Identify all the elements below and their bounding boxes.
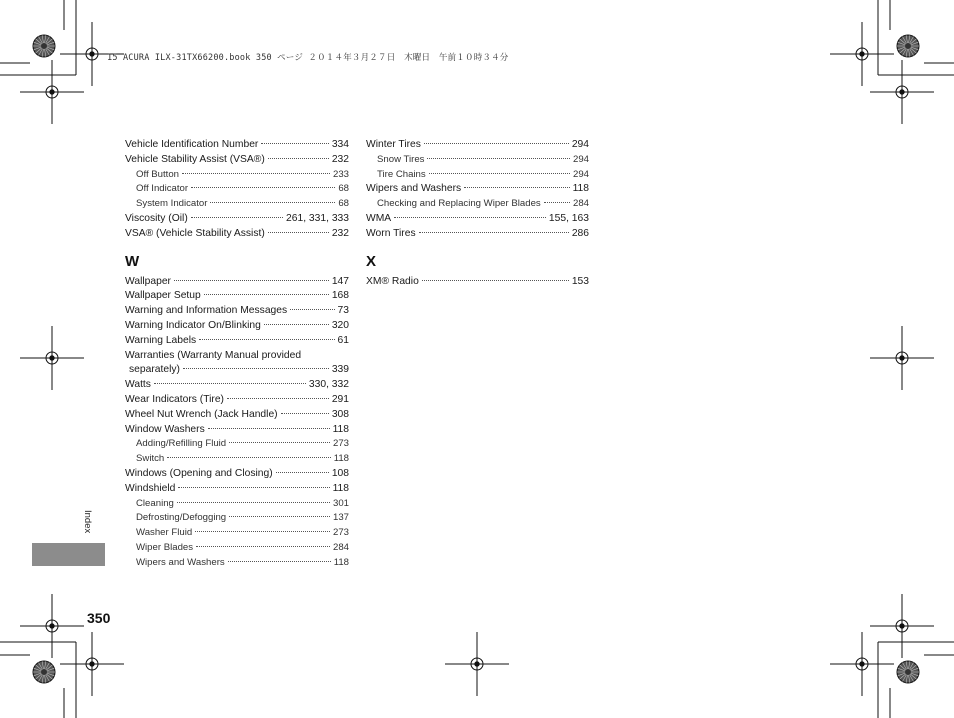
index-entry[interactable] bbox=[125, 363, 349, 378]
entry-page-ref: 286 bbox=[571, 227, 589, 239]
index-column-right bbox=[366, 138, 589, 289]
index-entry[interactable] bbox=[125, 334, 349, 349]
section-letter-w: W bbox=[125, 252, 140, 270]
dot-leader bbox=[290, 309, 334, 310]
entry-page-ref: 284 bbox=[572, 198, 589, 210]
sidebar-index-label[interactable]: Index bbox=[82, 510, 93, 534]
entry-label: WMA bbox=[366, 212, 392, 224]
entry-label: Defrosting/Defogging bbox=[136, 512, 227, 524]
index-subentry[interactable] bbox=[366, 168, 589, 183]
entry-page-ref: 137 bbox=[332, 512, 349, 524]
entry-page-ref: 294 bbox=[572, 153, 589, 165]
index-subentry[interactable] bbox=[366, 197, 589, 212]
entry-page-ref: 273 bbox=[332, 438, 349, 450]
index-entry[interactable] bbox=[366, 212, 589, 227]
dot-leader bbox=[429, 173, 570, 174]
entry-page-ref: 294 bbox=[572, 168, 589, 180]
index-subentry[interactable] bbox=[125, 452, 349, 467]
entry-label: Vehicle Stability Assist (VSA®) bbox=[125, 153, 265, 165]
registration-mark-icon bbox=[20, 326, 84, 390]
dot-leader bbox=[544, 202, 570, 203]
dot-leader bbox=[424, 143, 569, 144]
dot-leader bbox=[195, 531, 330, 532]
color-dial-icon bbox=[897, 661, 919, 683]
entry-label: VSA® (Vehicle Stability Assist) bbox=[125, 227, 265, 239]
index-subentry[interactable] bbox=[125, 556, 349, 571]
entry-label: Wallpaper bbox=[125, 275, 171, 287]
entry-label: System Indicator bbox=[136, 198, 208, 210]
entry-page-ref: 155, 163 bbox=[548, 212, 589, 224]
index-entry[interactable] bbox=[366, 227, 589, 242]
dot-leader bbox=[268, 158, 329, 159]
entry-page-ref: 291 bbox=[331, 393, 349, 405]
entry-label: Wipers and Washers bbox=[366, 183, 462, 195]
entry-page-ref: 261, 331, 333 bbox=[286, 212, 349, 224]
entry-page-ref: 68 bbox=[338, 183, 349, 195]
index-column-left bbox=[125, 138, 349, 571]
index-entry[interactable] bbox=[125, 289, 349, 304]
dot-leader bbox=[167, 457, 330, 458]
index-entry[interactable] bbox=[125, 378, 349, 393]
registration-mark-icon bbox=[20, 60, 84, 124]
dot-leader bbox=[210, 202, 335, 203]
dot-leader bbox=[174, 280, 329, 281]
x-entries bbox=[366, 275, 589, 290]
index-subentry[interactable] bbox=[125, 182, 349, 197]
sidebar-index-tab[interactable] bbox=[32, 543, 105, 566]
right-top-entries bbox=[366, 138, 589, 242]
entry-label: Window Washers bbox=[125, 423, 205, 435]
index-entry[interactable] bbox=[125, 212, 349, 227]
entry-page-ref: 232 bbox=[331, 153, 349, 165]
entry-page-ref: 118 bbox=[333, 453, 349, 465]
entry-label: Adding/Refilling Fluid bbox=[136, 438, 227, 450]
entry-label: Switch bbox=[136, 453, 165, 465]
index-entry[interactable] bbox=[125, 138, 349, 153]
dot-leader bbox=[178, 487, 329, 488]
entry-label: separately) bbox=[129, 364, 180, 376]
entry-label: Windshield bbox=[125, 482, 176, 494]
entry-page-ref: 73 bbox=[337, 305, 349, 317]
dot-leader bbox=[204, 294, 329, 295]
entry-label: Warning Labels bbox=[125, 334, 197, 346]
entry-label: Snow Tires bbox=[377, 153, 425, 165]
registration-mark-icon bbox=[870, 326, 934, 390]
index-entry[interactable] bbox=[125, 275, 349, 290]
w-entries bbox=[125, 275, 349, 571]
entry-page-ref: 339 bbox=[331, 364, 349, 376]
dot-leader bbox=[261, 143, 328, 144]
dot-leader bbox=[177, 502, 330, 503]
index-entry[interactable] bbox=[125, 393, 349, 408]
entry-page-ref: 68 bbox=[338, 198, 349, 210]
dot-leader bbox=[422, 280, 569, 281]
entry-page-ref: 308 bbox=[331, 408, 349, 420]
index-entry[interactable] bbox=[366, 138, 589, 153]
entry-page-ref: 61 bbox=[337, 334, 349, 346]
page-number: 350 bbox=[87, 610, 111, 626]
dot-leader bbox=[227, 398, 329, 399]
entry-page-ref: 118 bbox=[332, 482, 349, 494]
index-subentry[interactable] bbox=[125, 497, 349, 512]
entry-page-ref: 108 bbox=[331, 467, 349, 479]
entry-label: Warning Indicator On/Blinking bbox=[125, 319, 261, 331]
color-dial-icon bbox=[897, 35, 919, 57]
dot-leader bbox=[182, 173, 330, 174]
index-subentry[interactable] bbox=[366, 153, 589, 168]
entry-label: Checking and Replacing Wiper Blades bbox=[377, 198, 541, 210]
dot-leader bbox=[464, 187, 569, 188]
entry-label: Worn Tires bbox=[366, 227, 416, 239]
index-subentry[interactable] bbox=[125, 526, 349, 541]
dot-leader bbox=[229, 516, 330, 517]
dot-leader bbox=[268, 232, 329, 233]
dot-leader bbox=[154, 383, 306, 384]
entry-label: XM® Radio bbox=[366, 275, 419, 287]
entry-page-ref: 232 bbox=[331, 227, 349, 239]
entry-label: Cleaning bbox=[136, 497, 174, 509]
entry-page-ref: 301 bbox=[332, 497, 349, 509]
entry-page-ref: 273 bbox=[332, 527, 349, 539]
entry-label: Wipers and Washers bbox=[136, 556, 225, 568]
dot-leader bbox=[191, 217, 283, 218]
entry-label: Viscosity (Oil) bbox=[125, 212, 188, 224]
entry-label: Off Button bbox=[136, 168, 180, 180]
index-entry[interactable] bbox=[125, 482, 349, 497]
entry-label: Washer Fluid bbox=[136, 527, 193, 539]
registration-mark-icon bbox=[870, 60, 934, 124]
dot-leader bbox=[208, 428, 330, 429]
entry-page-ref: 168 bbox=[331, 290, 349, 302]
dot-leader bbox=[419, 232, 569, 233]
index-subentry[interactable] bbox=[125, 168, 349, 183]
entry-page-ref: 334 bbox=[331, 139, 349, 150]
index-entry[interactable] bbox=[125, 423, 349, 438]
dot-leader bbox=[183, 368, 329, 369]
registration-mark-icon bbox=[20, 594, 84, 658]
entry-page-ref: 153 bbox=[571, 275, 589, 287]
index-entry[interactable] bbox=[125, 304, 349, 319]
index-entry[interactable] bbox=[125, 319, 349, 334]
index-entry[interactable] bbox=[125, 408, 349, 423]
dot-leader bbox=[281, 413, 329, 414]
entry-label: Windows (Opening and Closing) bbox=[125, 467, 273, 479]
entry-label: Wiper Blades bbox=[136, 541, 194, 553]
entry-page-ref: 233 bbox=[332, 168, 349, 180]
registration-mark-icon bbox=[445, 632, 509, 696]
entry-label: Tire Chains bbox=[377, 168, 426, 180]
index-entry[interactable] bbox=[125, 349, 349, 364]
index-subentry[interactable] bbox=[125, 197, 349, 212]
entry-label: Wear Indicators (Tire) bbox=[125, 393, 224, 405]
entry-page-ref: 118 bbox=[332, 423, 349, 435]
registration-mark-icon bbox=[870, 594, 934, 658]
index-subentry[interactable] bbox=[125, 511, 349, 526]
entry-label: Wheel Nut Wrench (Jack Handle) bbox=[125, 408, 278, 420]
dot-leader bbox=[196, 546, 330, 547]
dot-leader bbox=[427, 158, 570, 159]
dot-leader bbox=[276, 472, 329, 473]
dot-leader bbox=[199, 339, 334, 340]
dot-leader bbox=[191, 187, 335, 188]
entry-page-ref: 118 bbox=[333, 556, 349, 568]
left-top-entries bbox=[125, 138, 349, 242]
entry-page-ref: 284 bbox=[332, 541, 349, 553]
entry-label: Watts bbox=[125, 379, 151, 391]
entry-label: Warning and Information Messages bbox=[125, 305, 288, 317]
dot-leader bbox=[229, 442, 330, 443]
entry-label: Winter Tires bbox=[366, 139, 421, 150]
entry-label: Wallpaper Setup bbox=[125, 290, 201, 302]
entry-label: Off Indicator bbox=[136, 183, 189, 195]
section-letter-x: X bbox=[366, 252, 377, 270]
index-subentry[interactable] bbox=[125, 437, 349, 452]
color-dial-icon bbox=[33, 35, 55, 57]
entry-page-ref: 147 bbox=[331, 275, 349, 287]
print-header-info: 15 ACURA ILX-31TX66200.book 350 ページ ２０１４年３月２７日 木曜日 午前１０時３４分 bbox=[107, 53, 509, 63]
dot-leader bbox=[264, 324, 329, 325]
entry-page-ref: 330, 332 bbox=[308, 379, 349, 391]
entry-page-ref: 294 bbox=[571, 139, 589, 150]
index-entry[interactable] bbox=[125, 227, 349, 242]
index-subentry[interactable] bbox=[125, 541, 349, 556]
index-entry[interactable] bbox=[125, 153, 349, 168]
entry-label: Warranties (Warranty Manual provided bbox=[125, 349, 302, 361]
registration-mark-icon bbox=[830, 22, 894, 86]
color-dial-icon bbox=[33, 661, 55, 683]
index-entry[interactable] bbox=[125, 467, 349, 482]
dot-leader bbox=[228, 561, 331, 562]
entry-label: Vehicle Identification Number bbox=[125, 139, 259, 150]
entry-page-ref: 118 bbox=[572, 183, 589, 195]
index-entry[interactable] bbox=[366, 275, 589, 290]
index-entry[interactable] bbox=[366, 182, 589, 197]
dot-leader bbox=[394, 217, 546, 218]
entry-page-ref: 320 bbox=[331, 319, 349, 331]
